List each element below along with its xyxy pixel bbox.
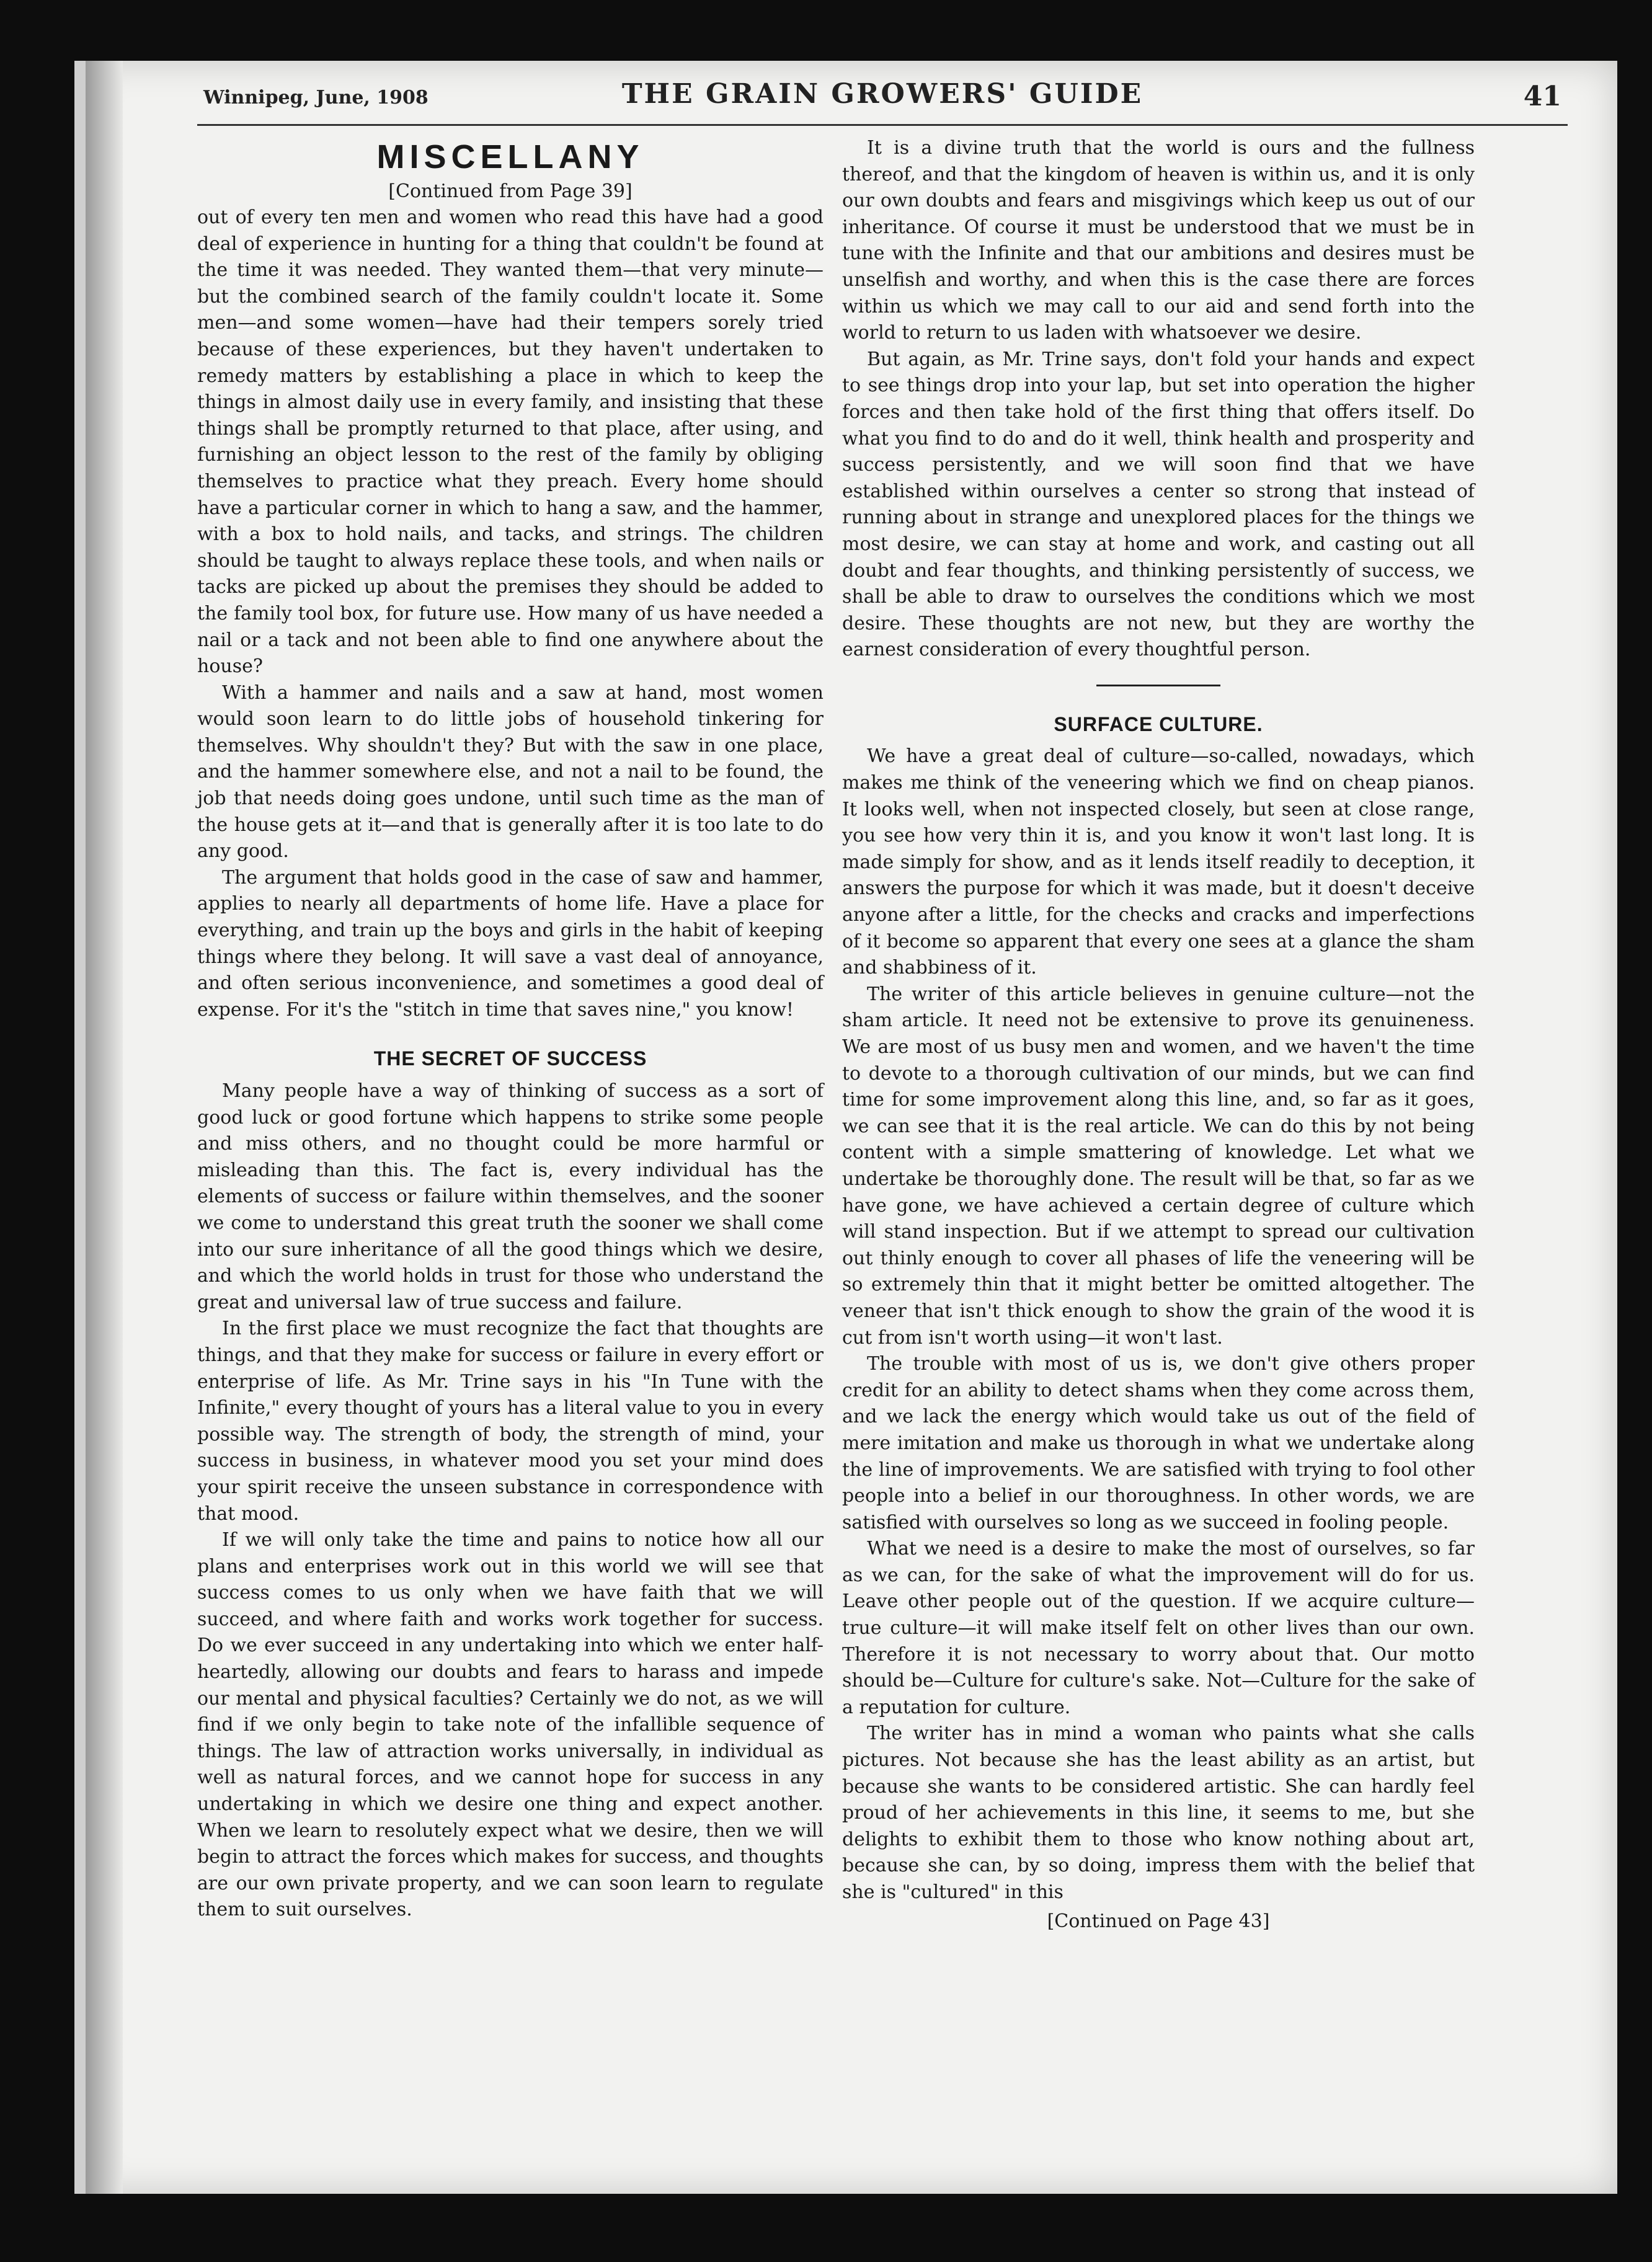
culture-paragraph: What we need is a desire to make the most of ourselves, so far as we can, for the sake of what the improvement will do for us. Leave other people out of the question. If we acquire culture—true culture—it will make itself felt on other lives than our own. Therefore it is not necessary to worry about that. Our motto should be—Culture for culture's sake. Not—Culture for the sake of a reputation for culture. bbox=[842, 1538, 1475, 1718]
page-number: 41 bbox=[1523, 81, 1561, 112]
continued-on-note: [Continued on Page 43] bbox=[1047, 1910, 1270, 1932]
success-paragraph: But again, as Mr. Trine says, don't fold your hands and expect to see things drop into your lap, but set into operation the higher forces and then take hold of the first thing that offers itself. Do what you find to do and do it well, think health and prosperity and success persistently, and we will soon find that we have established within ourselves a center so strong that instead of running about in strange and unexplored places for the things we most desire, we can stay at home and work, and casting out all doubt and fear thoughts, and thinking persistently of success, we shall be able to draw to ourselves the conditions which we most desire. These thoughts are not new, but they are worthy the earnest consideration of every thoughtful person. bbox=[842, 348, 1475, 661]
miscellany-title: MISCELLANY bbox=[376, 138, 644, 175]
culture-paragraph: The trouble with most of us is, we don't give others proper credit for an ability to detect shams when they come across them, and we lack the energy which would take us out of the field of mere imitation and make us thorough in what we undertake along the line of improvements. We are satisfied with trying to fool other people into a belief in our thoroughness. In other words, we are satisfied with ourselves so long as we succeed in fooling people. bbox=[842, 1353, 1475, 1533]
masthead: THE GRAIN GROWERS' GUIDE bbox=[621, 78, 1144, 110]
success-paragraph: Many people have a way of thinking of success as a sort of good luck or good fortune which happens to strike some people and miss others, and no thought could be more harmful or misleading than this. The fact is, every individual has the elements of success or failure within themselves, and the sooner we come to understand this great truth the sooner we shall come into our sure inheritance of all the good things which we desire, and which the world holds in trust for those who understand the great and universal law of true success and failure. bbox=[197, 1080, 824, 1313]
culture-paragraph: The writer of this article believes in genuine culture—not the sham article. It need not be extensive to prove its genuineness. We are most of us busy men and women, and we haven't the time to devote to a thorough cultivation of our minds, but we can find time for some improvement along this line, and, so far as it goes, we can see that it is the real article. We can do this by not being content with a simple smattering of knowledge. Let what we undertake be thoroughly done. The result will be that, so far as we have gone, we have achieved a certain degree of culture which will stand inspection. But if we attempt to spread our cultivation out thinly enough to cover all phases of life the veneering will be so extremely thin that it might better be omitted altogether. The veneer that isn't thick enough to show the grain of the wood it is cut from isn't worth using—it won't last. bbox=[842, 983, 1475, 1349]
right-column bbox=[842, 135, 1475, 1935]
header-rule bbox=[197, 124, 1568, 126]
continued-from-note: [Continued from Page 39] bbox=[388, 180, 633, 202]
miscellany-paragraph: out of every ten men and women who read this have had a good deal of experience in hunting for a thing that couldn't be found at the time it was needed. They wanted them—that very minute—but the combined search of the family couldn't locate it. Some men—and some women—have had their tempers sorely tried because of these experiences, but they haven't undertaken to remedy matters by establishing a place in which to keep the things in almost daily use in every family, and insisting that these things shall be promptly returned to that place, after using, and furnishing an object lesson to the rest of the family by obliging themselves to practice what they preach. Every home should have a particular corner in which to hang a saw, and the hammer, with a box to hold nails, and tacks, and strings. The children should be taught to always replace these tools, and when nails or tacks are picked up about the premises they should be added to the family tool box, for future use. How many of us have needed a nail or a tack and not been able to find one anywhere about the house? bbox=[197, 206, 824, 678]
surface-culture-title: SURFACE CULTURE. bbox=[1054, 712, 1263, 735]
miscellany-paragraph: With a hammer and nails and a saw at hand, most women would soon learn to do little jobs of household tinkering for themselves. Why shouldn't they? But with the saw in one place, and the hammer somewhere else, and not a nail to be found, the job that needs doing goes undone, until such time as the man of the house gets at it—and that is generally after it is too late to do any good. bbox=[197, 681, 824, 863]
miscellany-paragraph: The argument that holds good in the case of saw and hammer, applies to nearly all departments of home life. Have a place for everything, and train up the boys and girls in the habit of keeping things where they belong. It will save a vast deal of annoyance, and often serious inconvenience, and sometimes a good deal of expense. For it's the "stitch in time that saves nine," you know! bbox=[197, 866, 824, 1021]
success-paragraph: It is a divine truth that the world is ours and the fullness thereof, and that the kingdom of heaven is within us, and it is only our own doubts and fears and misgivings which keep us out of our inheritance. Of course it must be understood that we must be in tune with the Infinite and that our ambitions and desires must be unselfish and worthy, and when this is the case there are forces within us which we may call to our aid and send forth into the world to return to us laden with whatsoever we desire. bbox=[842, 137, 1475, 344]
header-date: Winnipeg, June, 1908 bbox=[203, 87, 429, 109]
left-column bbox=[197, 135, 824, 1923]
secret-of-success-title: THE SECRET OF SUCCESS bbox=[373, 1047, 647, 1070]
newspaper-page bbox=[74, 61, 1617, 2194]
page-header bbox=[203, 78, 1561, 122]
page-fold-shadow bbox=[86, 61, 123, 2194]
success-paragraph: If we will only take the time and pains to notice how all our plans and enterprises work out in this world we will see that success comes to us only when we have faith that we will succeed, and where faith and works work together for success. Do we ever succeed in any undertaking into which we enter half-heartedly, allowing our doubts and fears to harass and impede our mental and physical faculties? Certainly we do not, as we will find if we only begin to take note of the infallible sequence of things. The law of attraction works universally, in individual as well as natural forces, and we cannot hope for success in any undertaking in which we desire one thing and expect another. When we learn to resolutely expect what we desire, then we will begin to attract the forces which makes for success, and thoughts are our own private property, and we can soon learn to regulate them to suit ourselves. bbox=[197, 1529, 824, 1921]
culture-paragraph: The writer has in mind a woman who paints what she calls pictures. Not because she has the least ability as an artist, but because she wants to be considered artistic. She can hardly feel proud of her achievements in this line, it seems to me, but she delights to exhibit them to those who know nothing about art, because she can, by so doing, impress them with the belief that she is "cultured" in this bbox=[842, 1723, 1475, 1903]
section-divider bbox=[1096, 685, 1220, 686]
culture-paragraph: We have a great deal of culture—so-called, nowadays, which makes me think of the veneering which we find on cheap pianos. It looks well, when not inspected closely, but seen at close range, you see how very thin it is, and you know it won't last long. It is made simply for show, and as it lends itself readily to deception, it answers the purpose for which it was made, but it doesn't deceive anyone after a little, for the checks and cracks and imperfections of it become so apparent that every one sees at a glance the sham and shabbiness of it. bbox=[842, 745, 1475, 979]
success-paragraph: In the first place we must recognize the fact that thoughts are things, and that they make for success or failure in every effort or enterprise of life. As Mr. Trine says in his "In Tune with the Infinite," every thought of yours has a literal value to you in every possible way. The strength of body, the strength of mind, your success in business, in whatever mood you set your mind does your spirit receive the unseen substance in correspondence with that mood. bbox=[197, 1318, 824, 1525]
